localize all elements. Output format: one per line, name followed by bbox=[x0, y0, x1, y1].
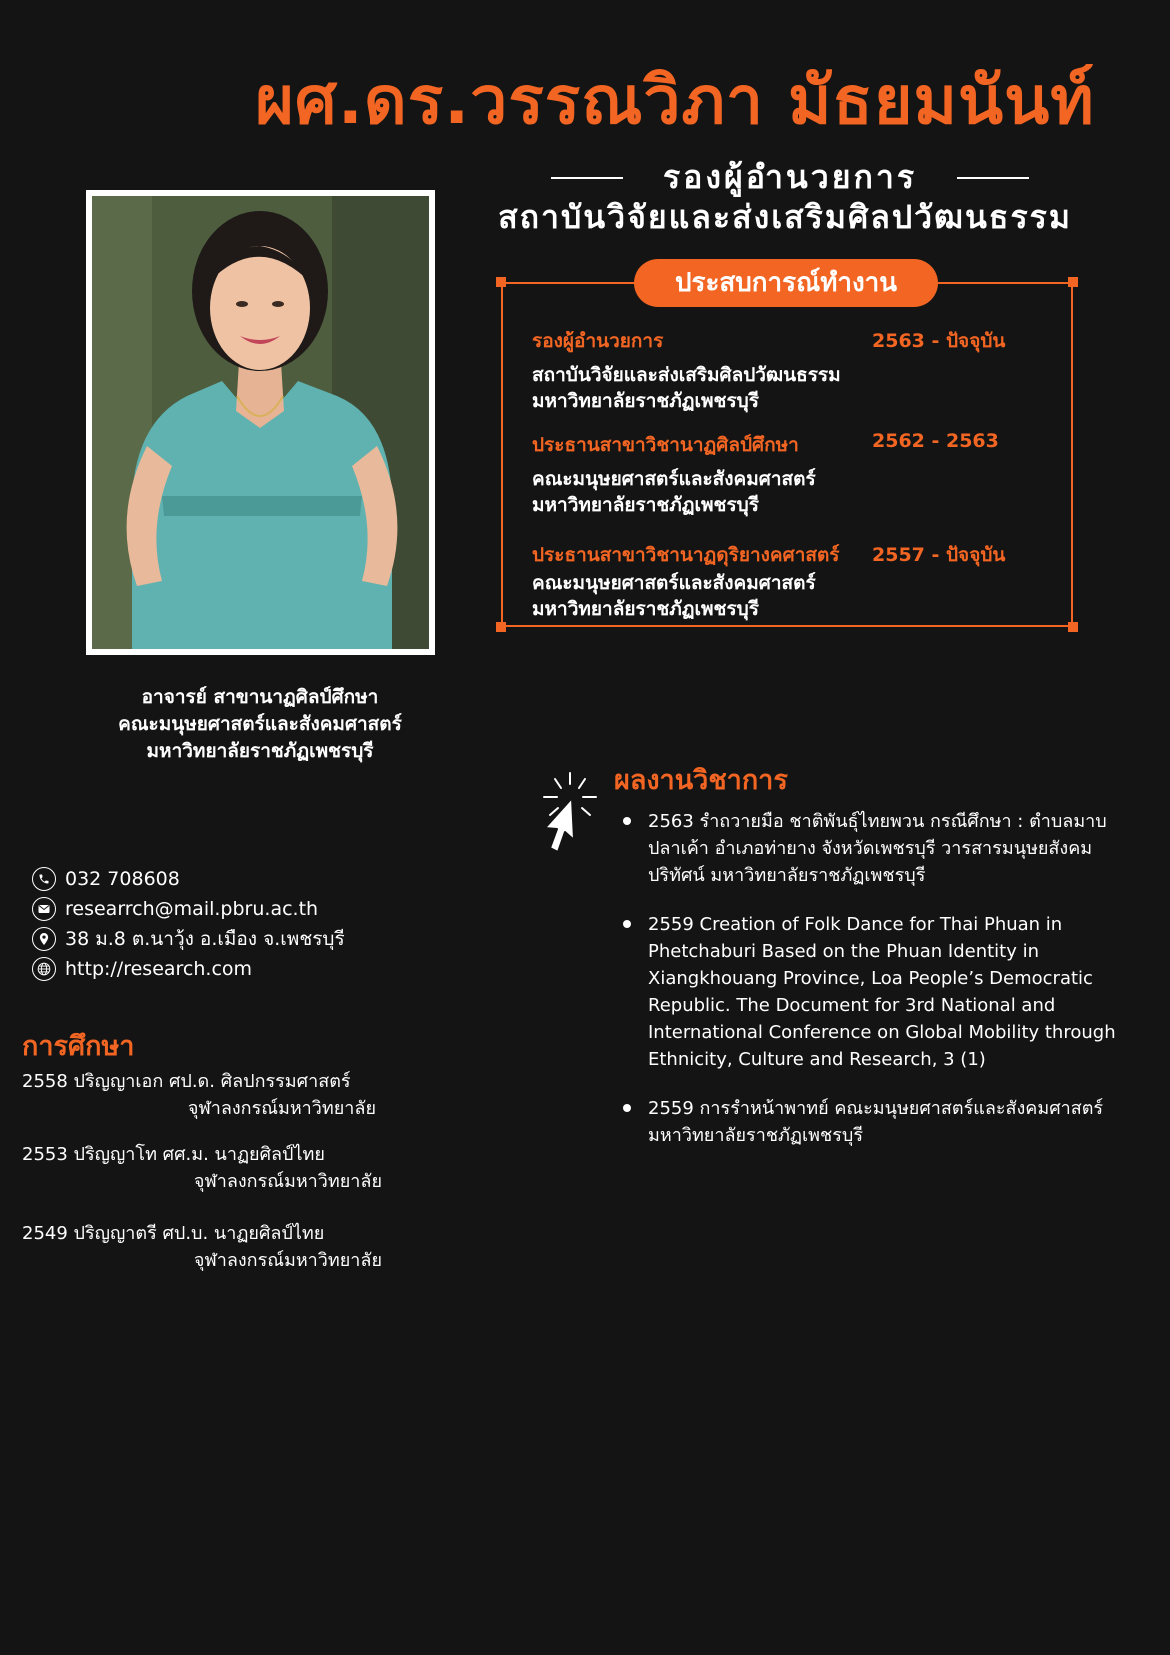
email-address[interactable]: researrch@mail.pbru.ac.th bbox=[65, 898, 319, 920]
experience-item bbox=[532, 430, 1052, 518]
experience-university: มหาวิทยาลัยราชภัฏเพชรบุรี bbox=[532, 390, 759, 412]
academic-works-list bbox=[618, 808, 1138, 1171]
contact-address bbox=[32, 926, 412, 952]
globe-icon bbox=[32, 957, 56, 981]
experience-org: คณะมนุษยศาสตร์และสังคมศาสตร์ bbox=[532, 468, 816, 490]
list-item: 2559 การรำหน้าพาทย์ คณะมนุษยศาสตร์และสังคมศาสตร์ มหาวิทยาลัยราชภัฏเพชรบุรี bbox=[618, 1095, 1138, 1149]
education-university: จุฬาลงกรณ์มหาวิทยาลัย bbox=[187, 1098, 376, 1119]
education-degree: 2553 ปริญญาโท ศศ.ม. นาฏยศิลป์ไทย bbox=[22, 1144, 325, 1165]
experience-position: รองผู้อำนวยการ bbox=[532, 330, 664, 352]
experience-org: สถาบันวิจัยและส่งเสริมศิลปวัฒนธรรม bbox=[532, 364, 841, 386]
experience-item bbox=[532, 326, 1052, 414]
experience-period: 2562 - 2563 bbox=[872, 430, 999, 452]
experience-position: ประธานสาขาวิชานาฏศิลป์ศึกษา bbox=[532, 434, 799, 456]
experience-period: 2557 - ปัจจุบัน bbox=[872, 544, 1006, 566]
education-university: จุฬาลงกรณ์มหาวิทยาลัย bbox=[193, 1171, 382, 1192]
institute-title: สถาบันวิจัยและส่งเสริมศิลปวัฒนธรรม bbox=[498, 198, 1072, 236]
education-degree: 2549 ปริญญาตรี ศป.บ. นาฏยศิลป์ไทย bbox=[22, 1223, 325, 1244]
cursor-click-icon bbox=[530, 770, 600, 862]
profile-photo-frame bbox=[86, 190, 435, 655]
phone-number: 032 708608 bbox=[65, 868, 180, 890]
education-degree: 2558 ปริญญาเอก ศป.ด. ศิลปกรรมศาสตร์ bbox=[22, 1071, 351, 1092]
list-item: 2559 Creation of Folk Dance for Thai Phuan in Phetchaburi Based on the Phuan Identity in Xiangkhouang Province, Loa People’s Democratic Republic. The Document for 3rd National and International Conference on Global Mobility through Ethnicity, Culture and Research, 3 (1) bbox=[618, 911, 1138, 1073]
box-corner bbox=[496, 622, 506, 632]
experience-period: 2563 - ปัจจุบัน bbox=[872, 330, 1006, 352]
academic-works-title: ผลงานวิชาการ bbox=[614, 765, 788, 796]
contact-email bbox=[32, 896, 412, 922]
box-corner bbox=[496, 277, 506, 287]
portrait-illustration bbox=[92, 196, 429, 649]
education-university: จุฬาลงกรณ์มหาวิทยาลัย bbox=[193, 1250, 382, 1271]
divider-left bbox=[551, 177, 623, 179]
profile-name: ผศ.ดร.วรรณวิภา มัธยมนันท์ bbox=[255, 62, 1095, 139]
affiliation-line-3: มหาวิทยาลัยราชภัฏเพชรบุรี bbox=[146, 740, 374, 762]
affiliation-line-2: คณะมนุษยศาสตร์และสังคมศาสตร์ bbox=[118, 713, 402, 735]
education-item bbox=[22, 1141, 422, 1195]
list-item: 2563 รำถวายมือ ชาติพันธุ์ไทยพวน กรณีศึกษา : ตำบลมาบปลาเค้า อำเภอท่ายาง จังหวัดเพชรบุรี วารสารมนุษยสังคมปริทัศน์ มหาวิทยาลัยราชภัฏเพชรบุรี bbox=[618, 808, 1138, 889]
address-text: 38 ม.8 ต.นาวุ้ง อ.เมือง จ.เพชรบุรี bbox=[65, 928, 345, 950]
experience-item bbox=[532, 540, 1052, 622]
box-corner bbox=[1068, 622, 1078, 632]
location-icon bbox=[32, 927, 56, 951]
experience-org: คณะมนุษยศาสตร์และสังคมศาสตร์ bbox=[532, 572, 816, 594]
experience-position: ประธานสาขาวิชานาฏดุริยางคศาสตร์ bbox=[532, 544, 840, 566]
contact-phone bbox=[32, 866, 412, 892]
phone-icon bbox=[32, 867, 56, 891]
experience-title: ประสบการณ์ทำงาน bbox=[634, 259, 938, 307]
email-icon bbox=[32, 897, 56, 921]
education-title: การศึกษา bbox=[22, 1031, 135, 1062]
position-title: รองผู้อำนวยการ bbox=[662, 158, 918, 196]
website-link[interactable]: http://research.com bbox=[65, 958, 253, 980]
divider-right bbox=[957, 177, 1029, 179]
affiliation-line-1: อาจารย์ สาขานาฏศิลป์ศึกษา bbox=[141, 686, 379, 708]
education-item bbox=[22, 1068, 422, 1122]
box-corner bbox=[1068, 277, 1078, 287]
experience-university: มหาวิทยาลัยราชภัฏเพชรบุรี bbox=[532, 494, 759, 516]
profile-photo bbox=[92, 196, 429, 649]
affiliation bbox=[60, 684, 460, 765]
contact-website bbox=[32, 956, 412, 982]
education-item bbox=[22, 1220, 422, 1274]
experience-university: มหาวิทยาลัยราชภัฏเพชรบุรี bbox=[532, 598, 759, 620]
